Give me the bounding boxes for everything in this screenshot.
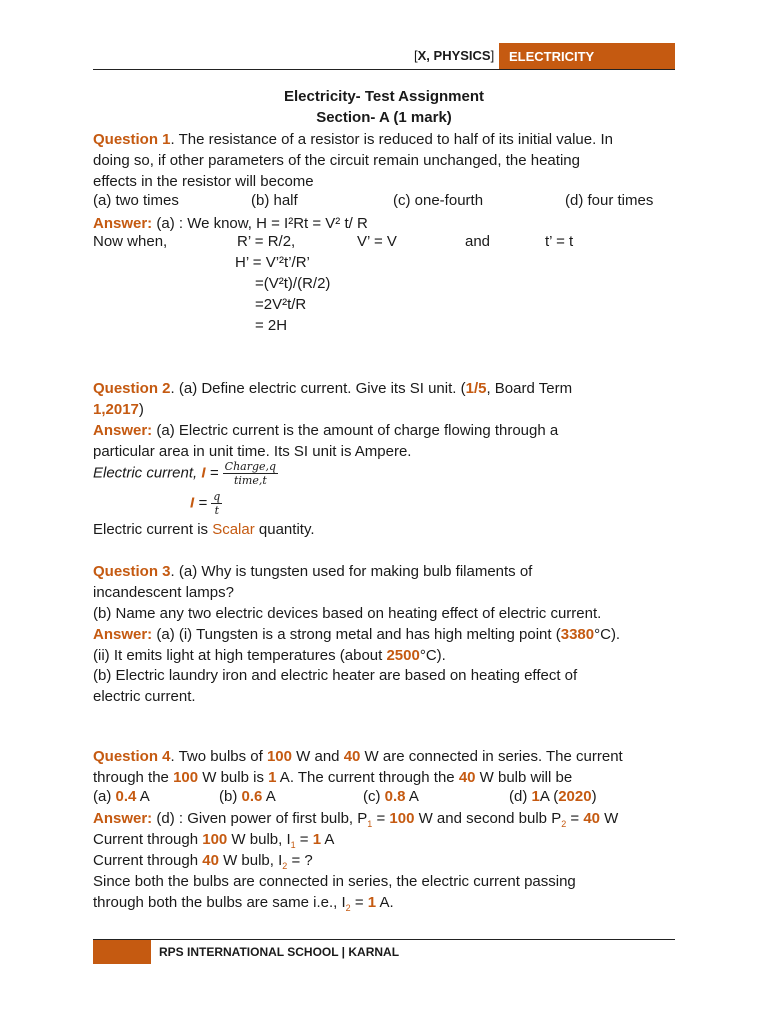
q1-step4: = 2H <box>255 317 288 334</box>
q1-now-when: Now when, <box>93 233 168 250</box>
q4-line1: Question 4. Two bulbs of 100 W and 40 W are connected in series. The current <box>93 748 623 765</box>
header-divider <box>93 69 675 70</box>
q4-since-line1: Since both the bulbs are connected in series, the electric current passing <box>93 873 576 890</box>
q1-cond-v: V’ = V <box>357 233 397 250</box>
q2-answer-line2: particular area in unit time. Its SI unit is Ampere. <box>93 443 412 460</box>
q2-formula-1: Electric current, I = $\frac{\text{Charge,q}}{\text{time,t}}$ <box>93 460 277 487</box>
q4-current-40: Current through 40 W bulb, $I_2$ = ? <box>93 852 313 871</box>
q1-cond-r: R’ = R/2, <box>237 233 296 250</box>
q2-fraction-charge-time: $\frac{\text{Charge,q}}{\text{time,t}}$ <box>224 460 277 487</box>
q4-current-100: Current through 100 W bulb, $I_1 = 1$ A <box>93 831 335 850</box>
q3-answer-line3: (b) Electric laundry iron and electric heater are based on heating effect of <box>93 667 578 684</box>
q1-step2: =(V²t)/(R/2) <box>255 275 331 292</box>
footer-school: RPS INTERNATIONAL SCHOOL | KARNAL <box>159 945 400 959</box>
q1-step1: H’ = V’²t’/R’ <box>235 254 310 271</box>
q4-option-b: (b) 0.6 A <box>219 788 276 805</box>
q4-line2: through the 100 W bulb is 1 A. The current through the 40 W bulb will be <box>93 769 573 786</box>
footer-accent-block <box>93 940 151 964</box>
q1-line3: effects in the resistor will become <box>93 173 314 190</box>
q4-option-a: (a) 0.4 A <box>93 788 150 805</box>
q2-formula-2: I = $\frac{q}{t}$ <box>190 490 221 517</box>
q2-line1: Question 2. (a) Define electric current. Give its SI unit. (1/5, Board Term <box>93 380 573 397</box>
q3-line1: Question 3. (a) Why is tungsten used for making bulb filaments of <box>93 563 533 580</box>
q2-fraction-q-t: $\frac{q}{t}$ <box>213 490 221 517</box>
q1-option-a: (a) two times <box>93 192 179 209</box>
header-tag: ELECTRICITY <box>499 43 675 70</box>
q1-step3: =2V²t/R <box>255 296 307 313</box>
q1-line2: doing so, if other parameters of the circuit remain unchanged, the heating <box>93 152 580 169</box>
section-title: Section- A (1 mark) <box>316 109 452 126</box>
page-title: Electricity- Test Assignment <box>283 88 485 105</box>
q4-option-c: (c) 0.8 A <box>363 788 419 805</box>
q1-option-c: (c) one-fourth <box>393 192 484 209</box>
q1-cond-and: and <box>465 233 491 250</box>
q1-option-b: (b) half <box>251 192 298 209</box>
q3-line2: incandescent lamps? <box>93 584 234 601</box>
q2-line2: 1,2017) <box>93 401 144 418</box>
q4-answer: Answer: (d) : Given power of first bulb, $P_1 = 100$ W and second bulb $P_2 = 40$ W <box>93 810 619 829</box>
q1-answer: Answer: (a) : We know, H = I²Rt = V² t/ R <box>93 215 368 232</box>
q4-option-d: (d) 1A (2020) <box>509 788 597 805</box>
q3-line3: (b) Name any two electric devices based on heating effect of electric current. <box>93 605 602 622</box>
q1-option-d: (d) four times <box>565 192 654 209</box>
q1-cond-t: t’ = t <box>545 233 574 250</box>
q3-answer-line2: (ii) It emits light at high temperatures (about 2500°C). <box>93 647 446 664</box>
q1-line1: Question 1. The resistance of a resistor is reduced to half of its initial value. In <box>93 131 613 148</box>
footer-divider <box>93 939 675 940</box>
q3-answer: Answer: (a) (i) Tungsten is a strong metal and has high melting point (3380°C). <box>93 626 621 643</box>
q2-scalar: Electric current is Scalar quantity. <box>93 521 315 538</box>
header-subject: [X, PHYSICS] <box>414 48 495 63</box>
q3-answer-line4: electric current. <box>93 688 196 705</box>
q4-since-line2: through both the bulbs are same i.e., $I_2 = 1$ A. <box>93 894 394 913</box>
q2-answer: Answer: (a) Electric current is the amount of charge flowing through a <box>93 422 559 439</box>
